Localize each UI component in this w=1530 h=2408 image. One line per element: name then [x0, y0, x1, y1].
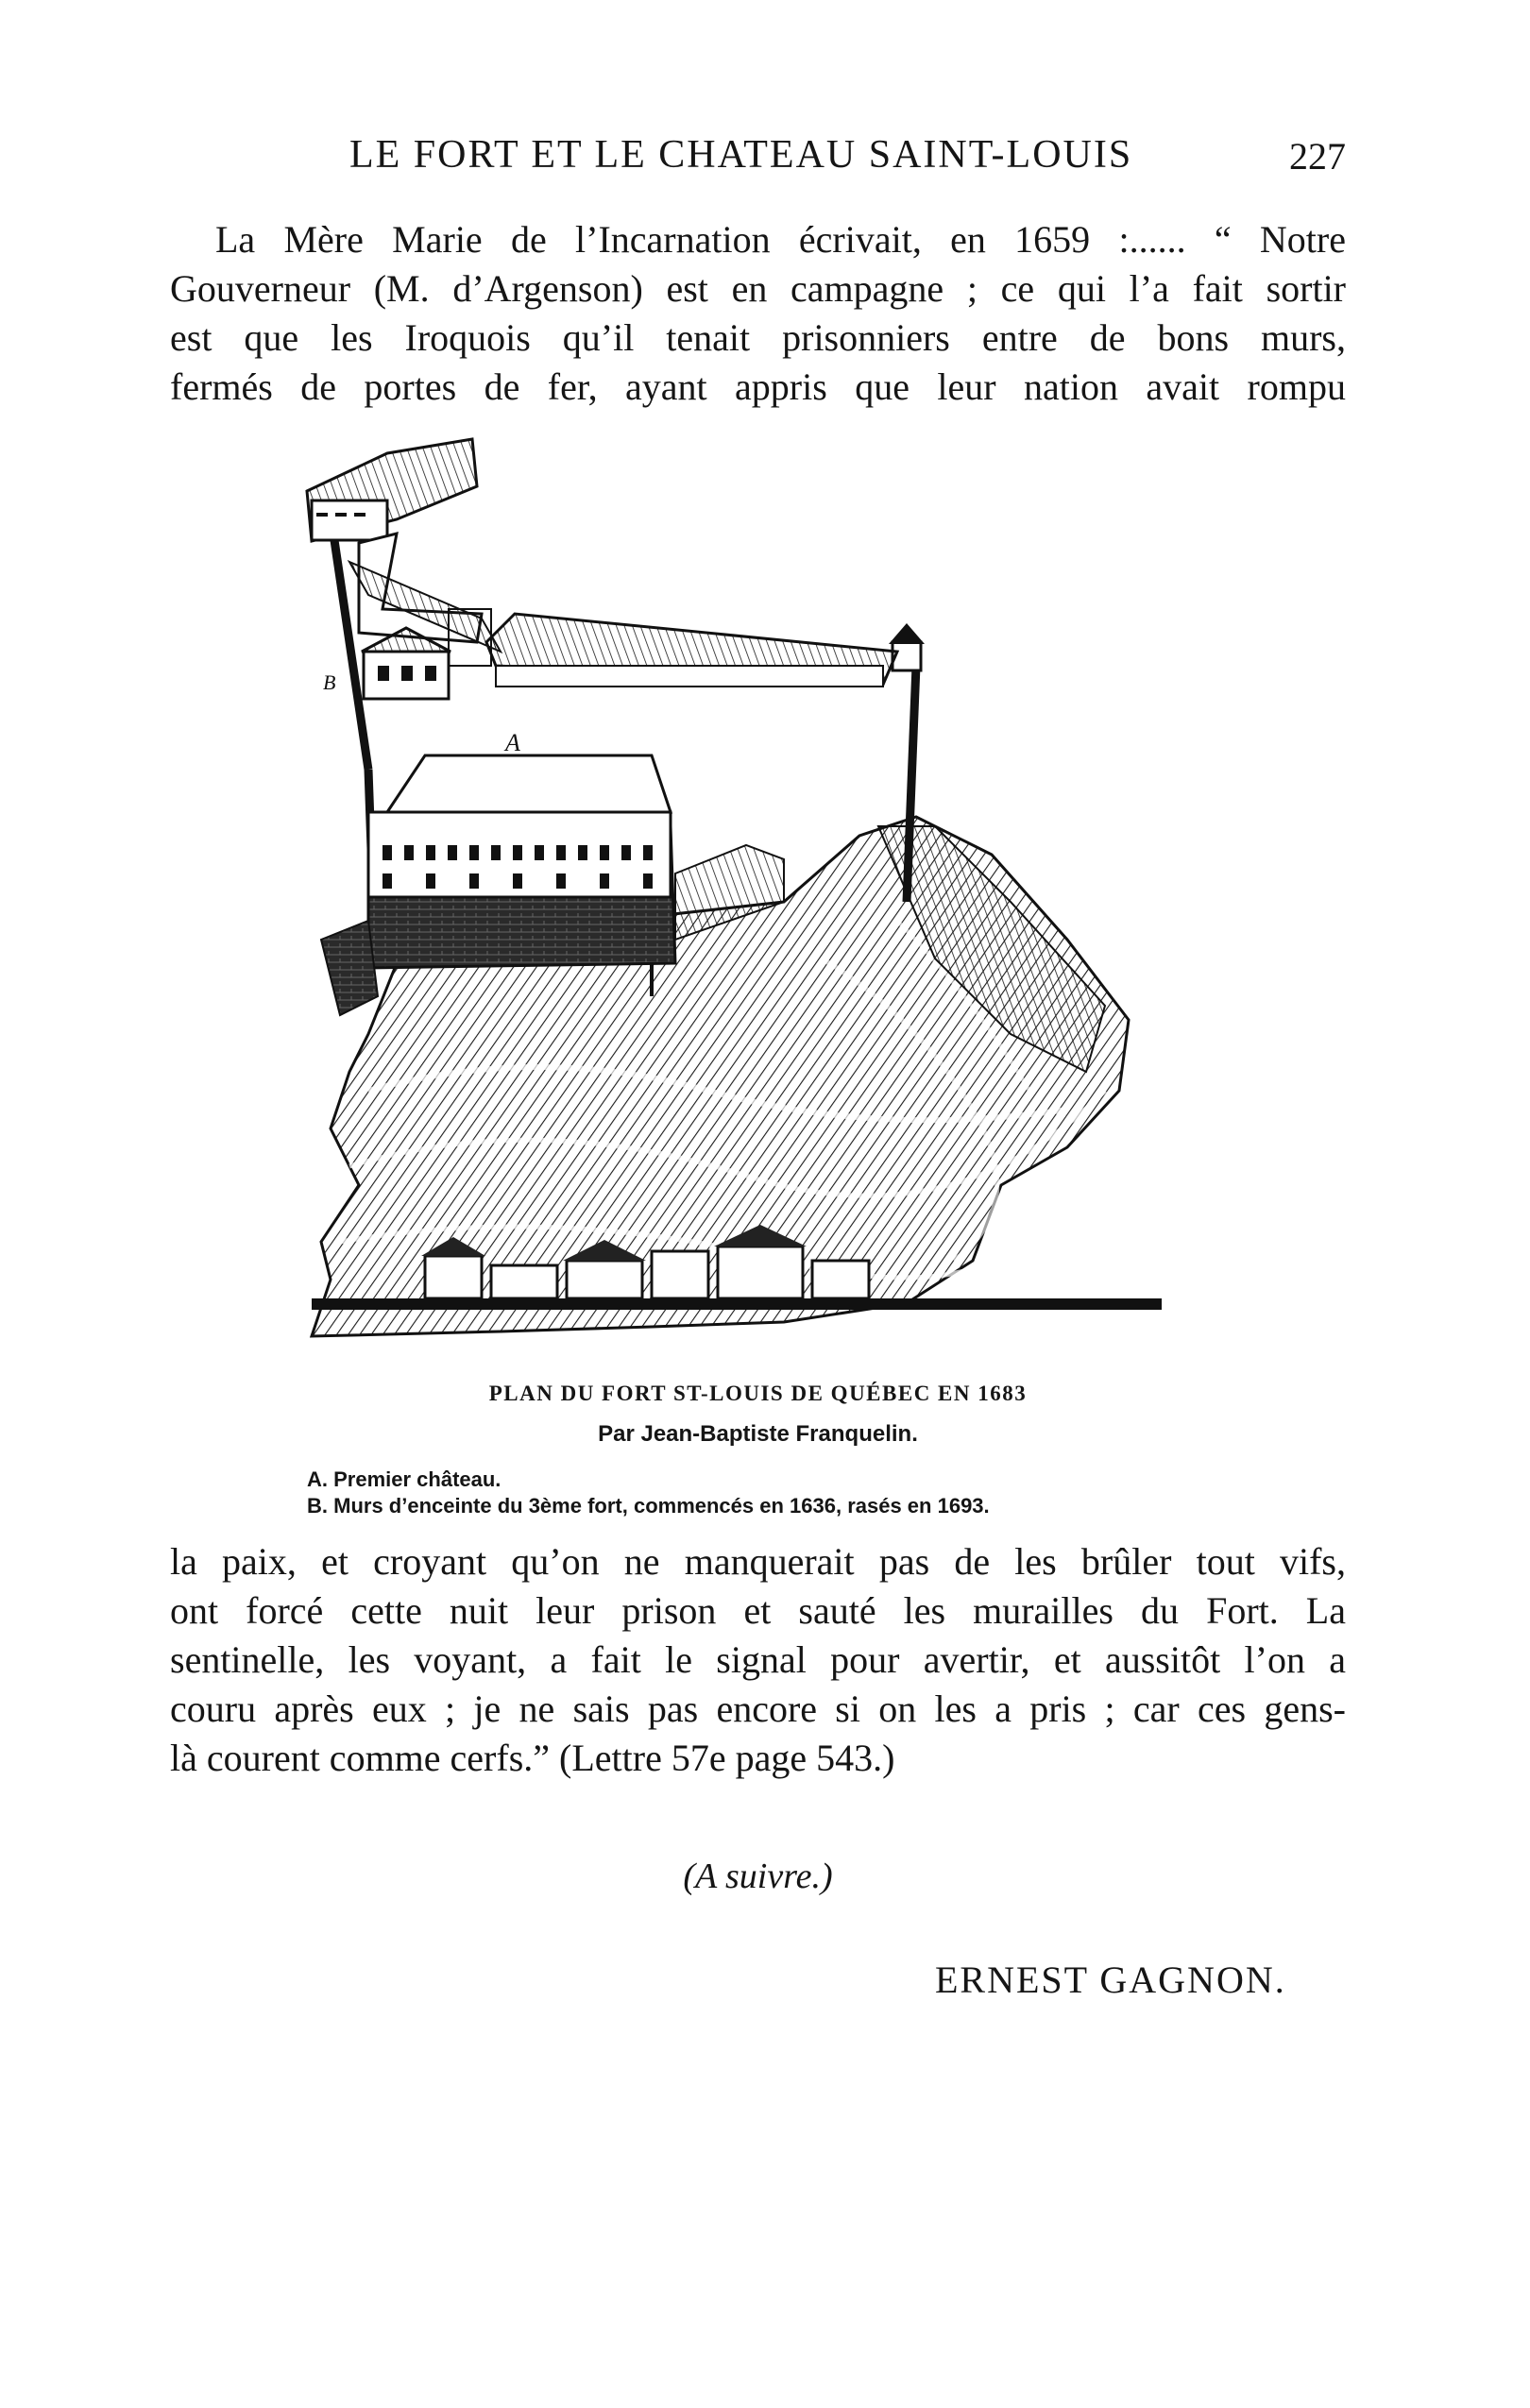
right-long-building — [486, 614, 897, 687]
text-line: couru après eux ; je ne sais pas encore si on les a pris ; car ces gens- — [170, 1687, 1346, 1730]
text-line: sentinelle, les voyant, a fait le signal pour avertir, et aussitôt l’on a — [170, 1638, 1346, 1681]
text-line: là courent comme cerfs.” (Lettre 57e page 543.) — [170, 1737, 895, 1779]
page-number: 227 — [1289, 135, 1346, 178]
running-head — [170, 132, 1346, 189]
paragraph-before-figure — [170, 215, 1346, 412]
legend-item: A. Premier château. — [307, 1467, 502, 1491]
running-title: LE FORT ET LE CHATEAU SAINT-LOUIS — [349, 133, 1133, 177]
figure-caption-title: PLAN DU FORT ST-LOUIS DE QUÉBEC EN 1683 — [488, 1382, 1028, 1405]
paragraph-after-figure — [170, 1537, 1346, 1783]
legend-item: B. Murs d’enceinte du 3ème fort, commencés en 1636, rasés en 1693. — [307, 1494, 990, 1518]
text-line: est que les Iroquois qu’il tenait prisonniers entre de bons murs, — [170, 316, 1346, 359]
to-be-continued: (A suivre.) — [683, 1857, 833, 1896]
author-signature: ERNEST GAGNON. — [935, 1959, 1286, 2001]
fort-engraving-svg — [255, 430, 1294, 1374]
fort-engraving — [255, 430, 1294, 1374]
text-line: Gouverneur (M. d’Argenson) est en campagne ; ce qui l’a fait sortir — [170, 267, 1346, 310]
text-line: ont forcé cette nuit leur prison et sauté les murailles du Fort. La — [170, 1589, 1346, 1632]
marker-b-label: B — [323, 670, 336, 694]
figure-caption-credit: Par Jean-Baptiste Franquelin. — [598, 1421, 918, 1447]
text-line: La Mère Marie de l’Incarnation écrivait, en 1659 :...... “ Notre — [215, 218, 1346, 261]
figure-legend — [307, 1467, 990, 1519]
marker-a-label: A — [505, 729, 520, 756]
upper-left-building — [307, 439, 477, 541]
text-line: fermés de portes de fer, ayant appris que leur nation avait rompu — [170, 365, 1346, 408]
text-line: la paix, et croyant qu’on ne manquerait pas de les brûler tout vifs, — [170, 1540, 1346, 1583]
